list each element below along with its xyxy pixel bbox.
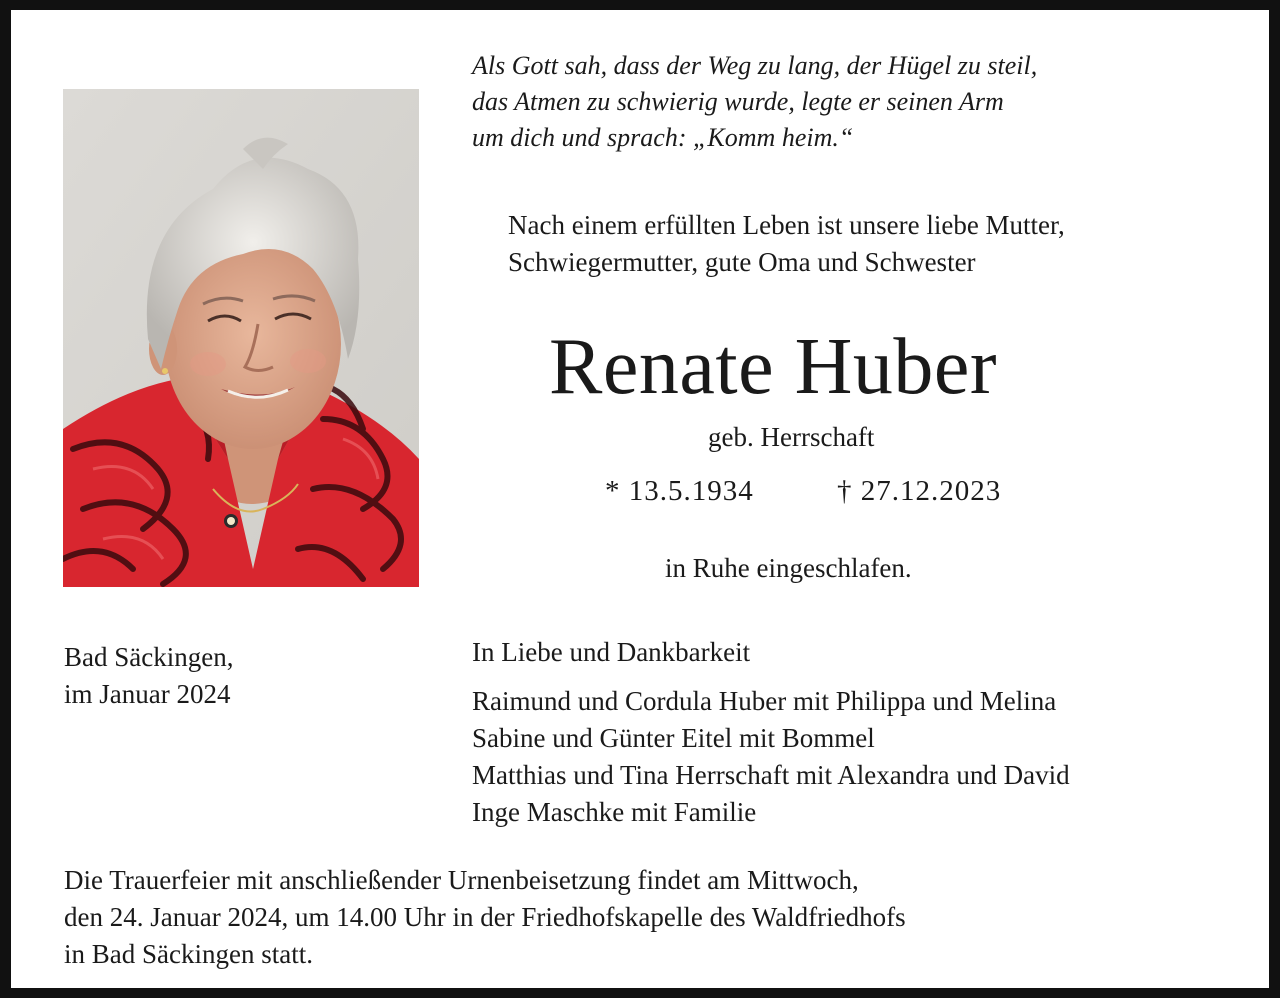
poem-line: um dich und sprach: „Komm heim.“ bbox=[472, 123, 854, 152]
poem-verse bbox=[472, 48, 1037, 156]
mourner-entry: Sabine und Günter Eitel mit Bommel bbox=[472, 723, 875, 753]
funeral-line: Die Trauerfeier mit anschließender Urnenbeisetzung findet am Mittwoch, bbox=[64, 865, 859, 895]
funeral-line: den 24. Januar 2024, um 14.00 Uhr in der Friedhofskapelle des Waldfriedhofs bbox=[64, 902, 906, 932]
poem-line: das Atmen zu schwierig wurde, legte er seinen Arm bbox=[472, 87, 1004, 116]
death-date: † 27.12.2023 bbox=[837, 475, 1002, 507]
intro-text bbox=[508, 207, 1065, 281]
rest-text: in Ruhe eingeschlafen. bbox=[665, 553, 912, 583]
mourner-entry: Raimund und Cordula Huber mit Philippa und Melina bbox=[472, 686, 1057, 716]
maiden-name: geb. Herrschaft bbox=[708, 422, 875, 452]
poem-line: Als Gott sah, dass der Weg zu lang, der Hügel zu steil, bbox=[472, 51, 1038, 80]
place-and-date bbox=[64, 639, 233, 713]
signoff: In Liebe und Dankbarkeit bbox=[472, 637, 751, 667]
funeral-line: in Bad Säckingen statt. bbox=[64, 939, 313, 969]
mourners-list bbox=[472, 683, 1070, 831]
mourner-entry: Matthias und Tina Herrschaft mit Alexandra und David bbox=[472, 760, 1070, 790]
deceased-name: Renate Huber bbox=[549, 323, 998, 411]
funeral-info bbox=[64, 862, 906, 973]
place-line: Bad Säckingen, bbox=[64, 642, 234, 672]
intro-line: Schwiegermutter, gute Oma und Schwester bbox=[508, 247, 976, 277]
intro-line: Nach einem erfüllten Leben ist unsere liebe Mutter, bbox=[508, 210, 1065, 240]
birth-date: * 13.5.1934 bbox=[605, 475, 754, 507]
mourner-entry: Inge Maschke mit Familie bbox=[472, 797, 757, 827]
date-line: im Januar 2024 bbox=[64, 679, 231, 709]
portrait-photo bbox=[63, 89, 419, 587]
